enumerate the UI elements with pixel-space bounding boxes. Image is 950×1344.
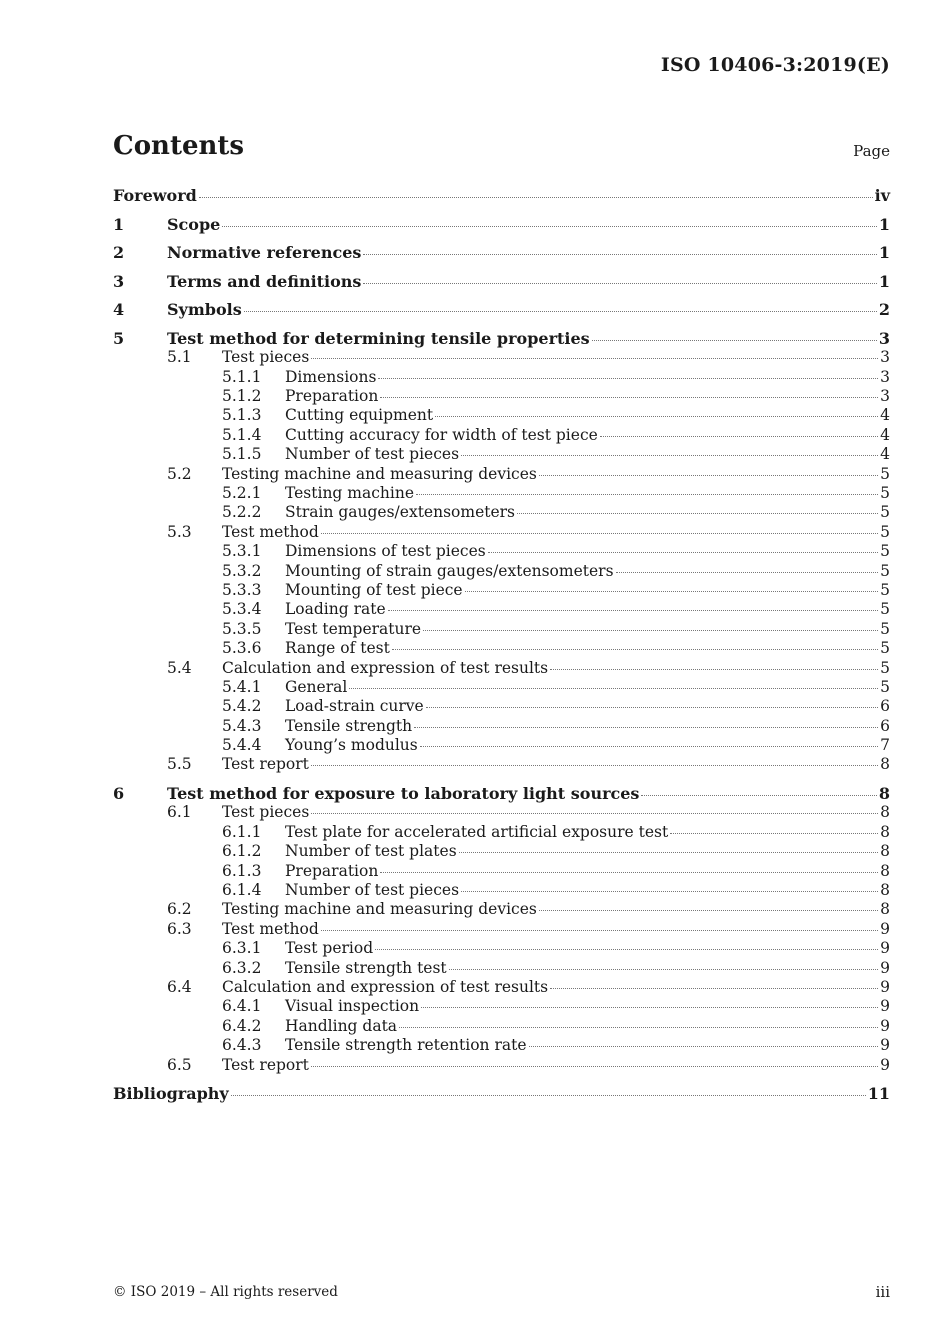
toc-entry-page: 9 xyxy=(880,1036,890,1055)
toc-entry-title: Symbols xyxy=(167,300,242,320)
toc-entry-title: Scope xyxy=(167,214,221,234)
toc-entry-page: 4 xyxy=(880,406,890,425)
toc-entry-number: 5.4.2 xyxy=(222,697,262,716)
toc-entry-number: 6.4.1 xyxy=(222,997,262,1016)
toc-entry-title: Test method for determining tensile properties xyxy=(167,328,590,348)
toc-entry-6-2[interactable] xyxy=(113,900,890,919)
toc-entry-title: Preparation xyxy=(285,861,379,880)
toc-entry-title: Test method xyxy=(222,919,319,938)
toc-entry-5-4[interactable] xyxy=(113,659,890,678)
toc-entry-number: 5.3 xyxy=(167,522,192,541)
toc-entry-title: Bibliography xyxy=(113,1084,229,1104)
toc-entry-page: 1 xyxy=(878,271,890,291)
toc-entry-page: 3 xyxy=(880,348,890,367)
toc-entry-title: Testing machine and measuring devices xyxy=(222,464,537,483)
toc-entry-number: 5.1 xyxy=(167,348,192,367)
toc-entry-number: 6 xyxy=(113,784,125,804)
toc-entry-page: 9 xyxy=(880,939,890,958)
toc-entry-number: 6.3 xyxy=(167,919,192,938)
toc-entry-page: 11 xyxy=(867,1084,890,1104)
toc-entry-title: Testing machine xyxy=(285,484,414,503)
toc-entry-number: 5.3.6 xyxy=(222,639,262,658)
toc-entry-page: 8 xyxy=(880,881,890,900)
toc-entry-page: 1 xyxy=(878,214,890,234)
toc-entry-5-3-3[interactable] xyxy=(113,581,890,600)
dot-leader xyxy=(420,746,878,747)
toc-entry-number: 6.1.2 xyxy=(222,842,262,861)
toc-entry-5-1-5[interactable] xyxy=(113,445,890,464)
toc-entry-title: Tensile strength xyxy=(285,716,413,735)
toc-entry-6-4-1[interactable] xyxy=(113,997,890,1016)
toc-entry-title: Preparation xyxy=(285,387,379,406)
toc-entry-5-3-2[interactable] xyxy=(113,562,890,581)
dot-leader xyxy=(670,833,878,834)
dot-leader xyxy=(600,436,878,437)
toc-entry-page: 7 xyxy=(880,736,890,755)
toc-entry-page: 5 xyxy=(880,639,890,658)
toc-entry-title: Terms and definitions xyxy=(167,271,362,291)
toc-entry-5[interactable] xyxy=(113,329,890,348)
dot-leader xyxy=(321,533,878,534)
dot-leader xyxy=(435,416,878,417)
toc-entry-title: Load-strain curve xyxy=(285,697,424,716)
toc-entry-number: 5.1.1 xyxy=(222,367,262,386)
toc-entry-number: 5.3.1 xyxy=(222,542,262,561)
toc-entry-number: 6.5 xyxy=(167,1055,192,1074)
toc-entry-page: 4 xyxy=(880,425,890,444)
toc-entry-page: 5 xyxy=(880,580,890,599)
toc-entry-page: 9 xyxy=(880,919,890,938)
toc-entry-page: 9 xyxy=(880,1016,890,1035)
dot-leader xyxy=(414,727,878,728)
toc-entry-title: Normative references xyxy=(167,243,362,263)
toc-entry-number: 5.2 xyxy=(167,464,192,483)
toc-entry-number: 3 xyxy=(113,271,125,291)
toc-entry-number: 5.3.3 xyxy=(222,580,262,599)
dot-leader xyxy=(349,688,878,689)
dot-leader xyxy=(363,283,876,284)
toc-entry-number: 1 xyxy=(113,214,125,234)
dot-leader xyxy=(199,197,873,198)
toc-entry-6-1-1[interactable] xyxy=(113,823,890,842)
toc-entry-page: 5 xyxy=(880,619,890,638)
toc-entry-6-4-2[interactable] xyxy=(113,1017,890,1036)
toc-entry-page: 3 xyxy=(880,367,890,386)
dot-leader xyxy=(416,494,878,495)
toc-entry-title: Tensile strength retention rate xyxy=(285,1036,527,1055)
toc-entry-title: Loading rate xyxy=(285,600,386,619)
toc-entry-5-1-1[interactable] xyxy=(113,368,890,387)
toc-entry-page: 9 xyxy=(880,977,890,996)
toc-entry-title: General xyxy=(285,677,348,696)
toc-entry-page: 5 xyxy=(880,484,890,503)
toc-entry-page: 6 xyxy=(880,716,890,735)
dot-leader xyxy=(592,340,877,341)
toc-entry-title: Number of test pieces xyxy=(285,445,460,464)
dot-leader xyxy=(378,378,878,379)
toc-entry-page: 8 xyxy=(878,784,890,804)
toc-entry-number: 6.4 xyxy=(167,977,192,996)
dot-leader xyxy=(311,765,878,766)
toc-entry-number: 5.1.2 xyxy=(222,387,262,406)
dot-leader xyxy=(392,649,878,650)
toc-entry-5-4-4[interactable] xyxy=(113,736,890,755)
toc-entry-6-1-2[interactable] xyxy=(113,842,890,861)
dot-leader xyxy=(380,872,878,873)
toc-entry-number: 4 xyxy=(113,300,125,320)
dot-leader xyxy=(550,669,878,670)
toc-entry-title: Young’s modulus xyxy=(285,736,418,755)
toc-entry-5-1-4[interactable] xyxy=(113,426,890,445)
toc-entry-5-3-4[interactable] xyxy=(113,600,890,619)
toc-entry-page: 1 xyxy=(878,243,890,263)
toc-entry-title: Strain gauges/extensometers xyxy=(285,503,516,522)
dot-leader xyxy=(363,254,876,255)
dot-leader xyxy=(388,610,878,611)
toc-entry-title: Dimensions xyxy=(285,367,377,386)
toc-entry-number: 6.1.3 xyxy=(222,861,262,880)
toc-entry-number: 6.1 xyxy=(167,803,192,822)
table-of-contents xyxy=(113,186,890,1104)
dot-leader xyxy=(421,1007,878,1008)
dot-leader xyxy=(311,813,878,814)
toc-entry-5-1-3[interactable] xyxy=(113,406,890,425)
toc-entry-title: Number of test plates xyxy=(285,842,457,861)
toc-entry-number: 6.4.2 xyxy=(222,1016,262,1035)
toc-entry-5-4-2[interactable] xyxy=(113,697,890,716)
toc-entry-number: 5 xyxy=(113,328,125,348)
toc-entry-number: 6.2 xyxy=(167,900,192,919)
toc-entry-page: 5 xyxy=(880,600,890,619)
toc-entry-number: 5.1.5 xyxy=(222,445,262,464)
toc-entry-title: Testing machine and measuring devices xyxy=(222,900,537,919)
dot-leader xyxy=(311,358,878,359)
toc-entry-title: Handling data xyxy=(285,1016,398,1035)
toc-entry-4[interactable] xyxy=(113,300,890,319)
toc-entry-5-4-3[interactable] xyxy=(113,717,890,736)
toc-entry-title: Cutting accuracy for width of test piece xyxy=(285,425,598,444)
dot-leader xyxy=(461,455,878,456)
toc-entry-6-4[interactable] xyxy=(113,978,890,997)
toc-entry-1[interactable] xyxy=(113,215,890,234)
toc-entry-number: 5.3.2 xyxy=(222,561,262,580)
toc-entry-5-1[interactable] xyxy=(113,348,890,367)
toc-entry-page: 3 xyxy=(878,328,890,348)
dot-leader xyxy=(321,930,878,931)
toc-entry-number: 5.4 xyxy=(167,658,192,677)
dot-leader xyxy=(311,1066,878,1067)
toc-entry-5-3-5[interactable] xyxy=(113,620,890,639)
toc-entry-number: 5.4.4 xyxy=(222,736,262,755)
dot-leader xyxy=(399,1027,878,1028)
toc-entry-5-4-1[interactable] xyxy=(113,678,890,697)
toc-entry-number: 6.4.3 xyxy=(222,1036,262,1055)
dot-leader xyxy=(539,910,878,911)
contents-title: Contents xyxy=(113,131,245,161)
toc-entry-number: 5.2.1 xyxy=(222,484,262,503)
dot-leader xyxy=(539,475,878,476)
toc-entry-number: 5.5 xyxy=(167,755,192,774)
toc-entry-title: Number of test pieces xyxy=(285,881,460,900)
toc-entry-number: 2 xyxy=(113,243,125,263)
toc-entry-title: Test temperature xyxy=(285,619,422,638)
toc-entry-5-2-1[interactable] xyxy=(113,484,890,503)
dot-leader xyxy=(465,591,879,592)
toc-entry-6-3-2[interactable] xyxy=(113,959,890,978)
toc-entry-6-3-1[interactable] xyxy=(113,939,890,958)
dot-leader xyxy=(423,630,878,631)
toc-entry-title: Calculation and expression of test results xyxy=(222,658,549,677)
toc-entry-number: 5.4.1 xyxy=(222,677,262,696)
toc-entry-3[interactable] xyxy=(113,272,890,291)
toc-entry-title: Test period xyxy=(285,939,374,958)
toc-entry-title: Test pieces xyxy=(222,803,310,822)
dot-leader xyxy=(375,949,878,950)
toc-entry-number: 6.3.2 xyxy=(222,958,262,977)
toc-entry-page: 6 xyxy=(880,697,890,716)
dot-leader xyxy=(550,988,878,989)
toc-entry-page: 3 xyxy=(880,387,890,406)
dot-leader xyxy=(459,852,878,853)
toc-entry-6-5[interactable] xyxy=(113,1056,890,1075)
toc-entry-title: Cutting equipment xyxy=(285,406,434,425)
dot-leader xyxy=(244,311,877,312)
toc-entry-number: 5.2.2 xyxy=(222,503,262,522)
toc-entry-title: Test plate for accelerated artificial exposure test xyxy=(285,822,669,841)
footer-copyright: © ISO 2019 – All rights reserved xyxy=(113,1284,338,1300)
toc-entry-page: 8 xyxy=(880,900,890,919)
toc-entry-title: Range of test xyxy=(285,639,390,658)
dot-leader xyxy=(231,1095,866,1096)
toc-entry-5-1-2[interactable] xyxy=(113,387,890,406)
footer-page-number: iii xyxy=(875,1283,890,1301)
dot-leader xyxy=(449,969,878,970)
toc-entry-page: 9 xyxy=(880,1055,890,1074)
toc-entry-page: 8 xyxy=(880,842,890,861)
toc-entry-page: 8 xyxy=(880,755,890,774)
dot-leader xyxy=(426,707,878,708)
toc-entry-title: Calculation and expression of test results xyxy=(222,977,549,996)
toc-entry-title: Test report xyxy=(222,1055,309,1074)
dot-leader xyxy=(380,397,878,398)
toc-entry-6-4-3[interactable] xyxy=(113,1036,890,1055)
toc-entry-page: 4 xyxy=(880,445,890,464)
toc-entry-page: 8 xyxy=(880,822,890,841)
toc-entry-page: iv xyxy=(874,186,890,205)
dot-leader xyxy=(488,552,878,553)
toc-entry-6[interactable] xyxy=(113,784,890,803)
toc-entry-5-3[interactable] xyxy=(113,523,890,542)
dot-leader xyxy=(641,795,876,796)
toc-entry-page: 5 xyxy=(880,522,890,541)
toc-entry-number: 5.1.4 xyxy=(222,425,262,444)
toc-entry-page: 5 xyxy=(880,658,890,677)
dot-leader xyxy=(517,513,878,514)
toc-entry-5-5[interactable] xyxy=(113,755,890,774)
toc-entry-number: 6.1.4 xyxy=(222,881,262,900)
toc-entry-page: 5 xyxy=(880,542,890,561)
toc-entry-number: 6.3.1 xyxy=(222,939,262,958)
dot-leader xyxy=(222,226,877,227)
toc-entry-page: 5 xyxy=(880,503,890,522)
toc-entry-5-3-1[interactable] xyxy=(113,542,890,561)
toc-entry-page: 5 xyxy=(880,561,890,580)
toc-entry-5-2[interactable] xyxy=(113,465,890,484)
dot-leader xyxy=(529,1046,879,1047)
toc-entry-2[interactable] xyxy=(113,243,890,262)
toc-entry-title: Dimensions of test pieces xyxy=(285,542,486,561)
toc-entry-6-3[interactable] xyxy=(113,920,890,939)
toc-entry-foreword[interactable] xyxy=(113,186,890,205)
toc-entry-page: 8 xyxy=(880,803,890,822)
page-column-label: Page xyxy=(853,142,890,160)
toc-entry-page: 9 xyxy=(880,997,890,1016)
toc-entry-number: 5.3.5 xyxy=(222,619,262,638)
toc-entry-5-2-2[interactable] xyxy=(113,503,890,522)
toc-entry-title: Foreword xyxy=(113,186,197,205)
toc-entry-title: Visual inspection xyxy=(285,997,420,1016)
toc-entry-page: 5 xyxy=(880,677,890,696)
toc-entry-title: Test method for exposure to laboratory light sources xyxy=(167,784,640,804)
toc-entry-number: 5.4.3 xyxy=(222,716,262,735)
toc-entry-number: 5.1.3 xyxy=(222,406,262,425)
toc-entry-title: Test report xyxy=(222,755,309,774)
dot-leader xyxy=(616,572,879,573)
toc-entry-6-1-3[interactable] xyxy=(113,862,890,881)
toc-entry-title: Test method xyxy=(222,522,319,541)
toc-entry-6-1-4[interactable] xyxy=(113,881,890,900)
toc-entry-bibliography[interactable] xyxy=(113,1084,890,1103)
dot-leader xyxy=(461,891,878,892)
toc-entry-title: Mounting of strain gauges/extensometers xyxy=(285,561,614,580)
toc-entry-title: Test pieces xyxy=(222,348,310,367)
toc-entry-5-3-6[interactable] xyxy=(113,639,890,658)
toc-entry-title: Tensile strength test xyxy=(285,958,447,977)
toc-entry-title: Mounting of test piece xyxy=(285,580,463,599)
document-code: ISO 10406-3:2019(E) xyxy=(660,54,890,76)
toc-entry-6-1[interactable] xyxy=(113,803,890,822)
toc-entry-page: 2 xyxy=(878,300,890,320)
toc-entry-page: 8 xyxy=(880,861,890,880)
toc-entry-number: 6.1.1 xyxy=(222,822,262,841)
toc-entry-page: 5 xyxy=(880,464,890,483)
toc-entry-number: 5.3.4 xyxy=(222,600,262,619)
toc-entry-page: 9 xyxy=(880,958,890,977)
